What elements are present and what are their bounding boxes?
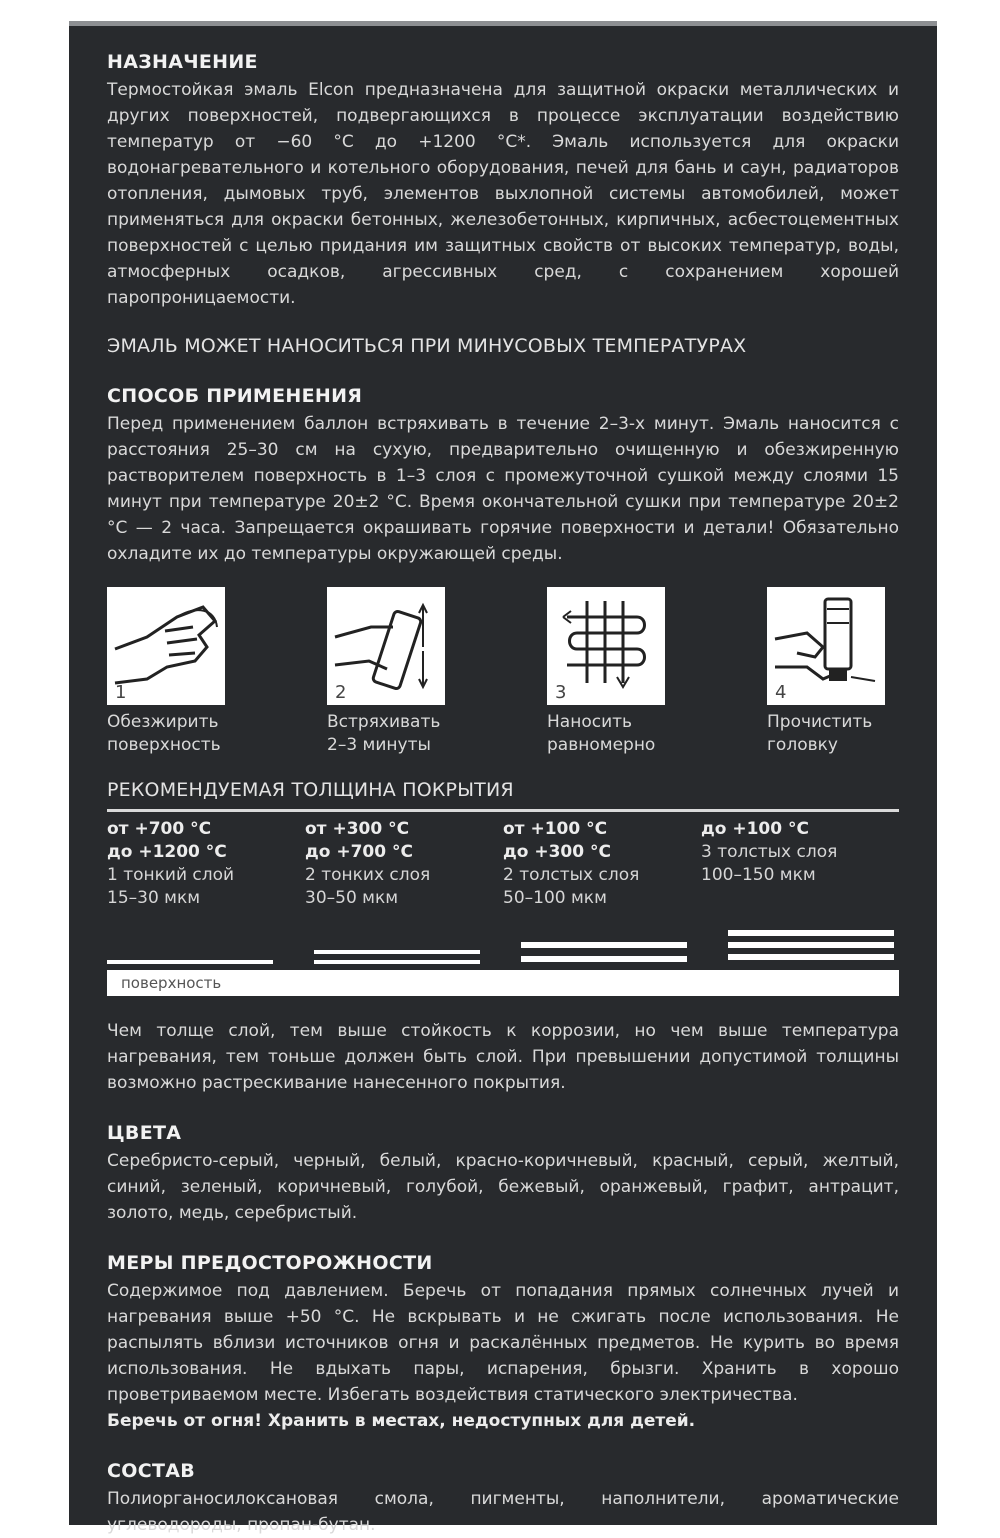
- layer-microns: 30–50 мкм: [305, 888, 399, 908]
- layer-diagram: [107, 920, 899, 970]
- step-label-line1: Встряхивать: [327, 712, 441, 732]
- layer-microns: 100–150 мкм: [701, 865, 816, 885]
- layer-line: [107, 960, 273, 964]
- step-number: 2: [335, 682, 347, 703]
- range-to: до +300 °С: [503, 842, 611, 862]
- range-from: от +100 °С: [503, 819, 608, 839]
- layer-count: 1 тонкий слой: [107, 865, 235, 885]
- layer-count: 2 толстых слоя: [503, 865, 640, 885]
- precautions-warning: Беречь от огня! Хранить в местах, недоступных для детей.: [107, 1411, 696, 1431]
- panel-content: [107, 51, 899, 1538]
- precautions-text: Содержимое под давлением. Беречь от попадания прямых солнечных лучей и нагревания выше +50 °С. Не вскрывать и не сжигать после использования. Не распылять вблизи источников огня и раскалённых предметов. Не курить во время использования. Не вдыхать пары, испарения, брызги. Хранить в хорошо проветриваемом месте. Избегать воздействия статического электричества.: [107, 1281, 899, 1405]
- range-to: до +1200 °С: [107, 842, 227, 862]
- thickness-divider: [107, 809, 899, 812]
- thickness-col-4: [701, 818, 899, 910]
- purpose-text: Термостойкая эмаль Elcon предназначена для защитной окраски металлических и других поверхностей, подвергающихся в процессе эксплуатации воздействию температур от −60 °С до +1200 °С*. Эмаль используется для окраски водонагревательного и котельного оборудования, печей для бань и саун, радиаторов отопления, дымовых труб, элементов выхлопной системы автомобилей, может применяться для окраски бетонных, железобетонных, кирпичных, асбестоцементных поверхностей с целью придания им защитных свойств от высоких температур, воды, атмосферных осадков, агрессивных сред, с сохранением хорошей паропроницаемости.: [107, 80, 899, 308]
- step-label-line2: 2–3 минуты: [327, 735, 431, 755]
- usage-heading: СПОСОБ ПРИМЕНЕНИЯ: [107, 385, 363, 407]
- thickness-columns: [107, 818, 899, 910]
- step-number: 4: [775, 682, 787, 703]
- top-border: [69, 21, 937, 26]
- steps-row: [107, 587, 899, 757]
- layer-line: [521, 942, 687, 948]
- thickness-section: [107, 779, 899, 1096]
- purpose-heading: НАЗНАЧЕНИЕ: [107, 51, 258, 73]
- step-label-line1: Обезжирить: [107, 712, 219, 732]
- step-label-line2: поверхность: [107, 735, 221, 755]
- step-label: [327, 711, 459, 757]
- step-label: [767, 711, 899, 757]
- step-label-line1: Наносить: [547, 712, 633, 732]
- clean-nozzle-icon: [767, 587, 885, 705]
- thickness-col-1: [107, 818, 305, 910]
- thickness-col-3: [503, 818, 701, 910]
- colors-heading: ЦВЕТА: [107, 1122, 182, 1144]
- layer-count: 3 толстых слоя: [701, 842, 838, 862]
- step-label: [547, 711, 679, 757]
- step-label: [107, 711, 239, 757]
- precautions-section: [107, 1252, 899, 1434]
- layer-count: 2 тонких слоя: [305, 865, 431, 885]
- composition-section: [107, 1460, 899, 1538]
- step-label-line2: головку: [767, 735, 838, 755]
- layer-line: [314, 960, 480, 964]
- composition-text: Полиорганосилоксановая смола, пигменты, наполнители, ароматические углеводороды, пропан-бутан.: [107, 1489, 899, 1535]
- layer-line: [728, 954, 894, 960]
- spray-pattern-icon: [547, 587, 665, 705]
- layer-microns: 15–30 мкм: [107, 888, 201, 908]
- step-number: 1: [115, 682, 127, 703]
- surface-bar: поверхность: [107, 970, 899, 996]
- layer-line: [521, 956, 687, 962]
- thickness-col-2: [305, 818, 503, 910]
- range-to: до +700 °С: [305, 842, 413, 862]
- step-3: [547, 587, 679, 757]
- colors-section: [107, 1122, 899, 1226]
- range-from: от +700 °С: [107, 819, 212, 839]
- minus-temp-note: ЭМАЛЬ МОЖЕТ НАНОСИТЬСЯ ПРИ МИНУСОВЫХ ТЕМПЕРАТУРАХ: [107, 335, 747, 357]
- layer-line: [728, 930, 894, 936]
- usage-section: [107, 385, 899, 567]
- step-1: [107, 587, 239, 757]
- layer-line: [728, 942, 894, 948]
- purpose-section: [107, 51, 899, 311]
- step-label-line1: Прочистить: [767, 712, 873, 732]
- colors-text: Серебристо-серый, черный, белый, красно-коричневый, красный, серый, желтый, синий, зеленый, коричневый, голубой, бежевый, оранжевый, графит, антрацит, золото, медь, серебристый.: [107, 1151, 899, 1223]
- thickness-note: Чем толще слой, тем выше стойкость к коррозии, но чем выше температура нагревания, тем тоньше должен быть слой. При превышении допустимой толщины возможно растрескивание нанесенного покрытия.: [107, 1021, 899, 1093]
- range-from: от +300 °С: [305, 819, 410, 839]
- thickness-heading: РЕКОМЕНДУЕМАЯ ТОЛЩИНА ПОКРЫТИЯ: [107, 779, 514, 801]
- layer-line: [314, 950, 480, 954]
- step-2: [327, 587, 459, 757]
- usage-text: Перед применением баллон встряхивать в течение 2–3-х минут. Эмаль наносится с расстояния 25–30 см на сухую, предварительно очищенную и обезжиренную растворителем поверхность в 1–3 слоя с промежуточной сушкой между слоями 15 минут при температуре 20±2 °С. Время окончательной сушки при температуре 20±2 °С — 2 часа. Запрещается окрашивать горячие поверхности и детали! Обязательно охладите их до температуры окружающей среды.: [107, 414, 899, 564]
- step-4: [767, 587, 899, 757]
- range-from: до +100 °С: [701, 819, 809, 839]
- instruction-panel: [69, 21, 937, 1535]
- composition-heading: СОСТАВ: [107, 1460, 195, 1482]
- layer-microns: 50–100 мкм: [503, 888, 607, 908]
- step-label-line2: равномерно: [547, 735, 656, 755]
- degrease-hand-icon: [107, 587, 225, 705]
- step-number: 3: [555, 682, 567, 703]
- precautions-heading: МЕРЫ ПРЕДОСТОРОЖНОСТИ: [107, 1252, 433, 1274]
- shake-can-icon: [327, 587, 445, 705]
